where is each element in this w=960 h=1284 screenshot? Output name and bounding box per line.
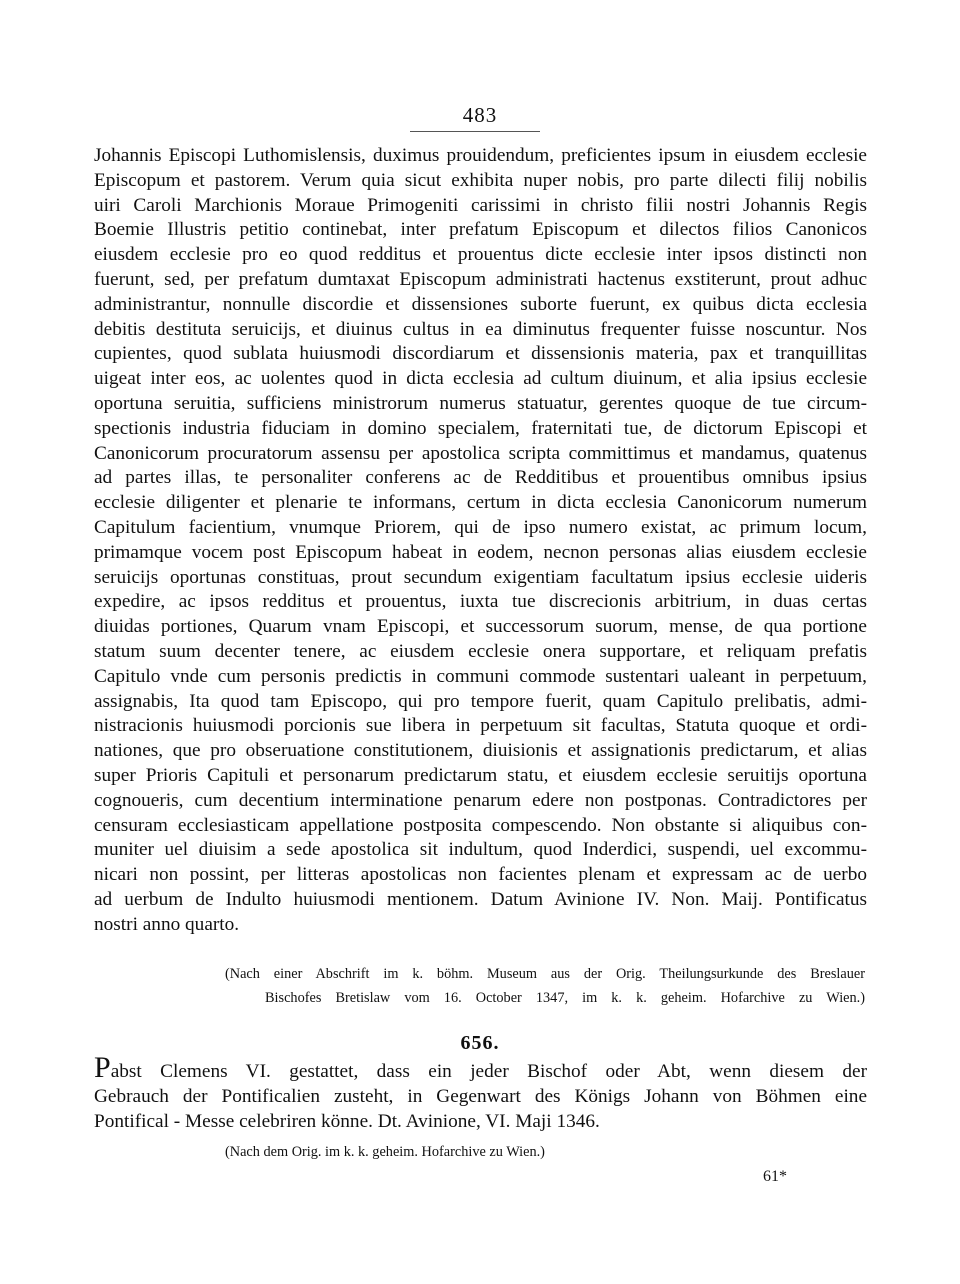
document-body <box>94 144 867 938</box>
body-line: eiusdem ecclesie pro eo quod redditus et prouentus dicte ecclesie inter ipsos distincti non <box>94 244 867 266</box>
source-note-line: Bischofes Bretislaw vom 16. October 1347, im k. k. geheim. Hofarchive zu Wien.) <box>265 990 865 1006</box>
body-line: cupientes, quod sublata huiusmodi discordiarum et dissensionis materia, pax et tranquillitas <box>94 343 867 365</box>
body-line: cognoueris, cum decentium interminatione penarum edere non postponas. Contradictores per <box>94 789 867 811</box>
body-line: ad uerbum de Indulto huiusmodi mentionem. Datum Avinione IV. Non. Maij. Pontificatus <box>94 888 867 910</box>
body-line: nistracionis huiusmodi porcionis sue libera in perpetuum sit facultas, Statuta quoque et ordi- <box>94 715 867 737</box>
regest-initial: P <box>94 1051 111 1084</box>
body-line: nostri anno quarto. <box>94 913 240 935</box>
source-note-line: (Nach einer Abschrift im k. böhm. Museum aus der Orig. Theilungsurkunde des Breslauer <box>225 966 865 982</box>
body-line: fuerunt, sed, per prefatum dumtaxat Episcopum administrati hactenus exstiterunt, prout adhuc <box>94 268 867 290</box>
body-line: Episcopum et pastorem. Verum quia sicut exhibita nuper nobis, pro parte dilecti filij nobilis <box>94 169 867 191</box>
regest-line <box>94 1051 867 1085</box>
body-line: diuidas portiones, Quarum vnam Episcopi, et successorum suorum, mense, de qua portione <box>94 616 867 638</box>
regest-source-note: (Nach dem Orig. im k. k. geheim. Hofarchive zu Wien.) <box>225 1144 545 1160</box>
regest <box>94 1051 867 1134</box>
body-line: super Prioris Capituli et personarum predictarum statu, et eiusdem ecclesie seruitijs oportuna <box>94 764 867 786</box>
body-line: Johannis Episcopi Luthomislensis, duximus prouidendum, preficientes ipsum in eiusdem ecclesie <box>94 145 867 166</box>
body-line: ad partes illas, te personaliter conferens ac de Redditibus et prouentibus omnibus ipsius <box>94 467 867 489</box>
body-line: spectionis industria fiduciam in domino specialem, fraternitati tue, de dictorum Episcopi et <box>94 417 867 439</box>
body-line: Capitulo vnde cum personis predictis in communi commode sustentari ualeant in perpetuum, <box>94 665 867 687</box>
regest-line-text: abst Clemens VI. gestattet, dass ein jeder Bischof oder Abt, wenn diesem der <box>110 1061 867 1082</box>
body-line: nationes, que pro obseruatione constitutionem, diuisionis et assignationis predictarum, et alias <box>94 740 867 762</box>
regest-line: Gebrauch der Pontificalien zusteht, in Gegenwart des Königs Johann von Böhmen eine <box>94 1085 867 1107</box>
page-number-rule <box>410 131 540 132</box>
body-line: censuram ecclesiasticam appellatione postposita compescendo. Non obstante si aliquibus con- <box>94 814 867 836</box>
document-number: 656. <box>460 1032 500 1054</box>
regest-line: Pontifical - Messe celebriren könne. Dt. Avinione, VI. Maji 1346. <box>94 1110 600 1132</box>
signature-mark: 61* <box>763 1168 787 1185</box>
body-line: Boemie Illustris petitio continebat, inter prefatum Episcopum et dilectos filios Canonicos <box>94 219 867 241</box>
body-line: uigeat inter eos, ac uolentes quod in dicta ecclesia ad cultum diuinum, et alia ipsius ecclesie <box>94 368 867 390</box>
body-line: oportuna seruitia, sufficiens ministrorum numerus statuatur, gerentes quoque de tue circum- <box>94 392 867 414</box>
page-number: 483 <box>462 103 498 127</box>
body-line: ecclesie diligenter et plenarie te informans, certum in dicta ecclesia Canonicorum numerum <box>94 492 867 514</box>
body-line: Capitulum facientium, vnumque Priorem, qui de ipso numero existat, ac primum locum, <box>94 516 867 538</box>
body-line: seruicijs oportunas constituas, prout secundum exigentiam facultatum ipsius ecclesie uideris <box>94 566 867 588</box>
body-line: debitis destituta seruicijs, et diuinus cultus in ea diminutus frequenter fuisse noscuntur. Nos <box>94 318 867 340</box>
source-note <box>225 962 865 1010</box>
body-line: assignabis, Ita quod tam Episcopo, qui pro tempore fuerit, quam Capitulo prelibatis, admi- <box>94 690 867 712</box>
body-line: statum suum decenter tenere, ac eiusdem ecclesie onera supportare, et reliquam prefatis <box>94 640 867 662</box>
body-line: nicari non possint, per litteras apostolicas non facientes plenam et expressam ac de uerbo <box>94 864 867 886</box>
body-line: Canonicorum procuratorum assensu per apostolica scripta committimus et mandamus, quatenus <box>94 442 867 464</box>
body-line: muniter uel diuisim a sede apostolica sit indultum, quod Inderdici, suspendi, uel excommu- <box>94 839 867 861</box>
body-line: uiri Caroli Marchionis Moraue Primogeniti carissimi in christo filii nostri Johannis Regis <box>94 194 867 216</box>
body-line: expedire, ac ipsos redditus et prouentus, iuxta tue discrecionis arbitrium, in duas certas <box>94 591 867 613</box>
body-line: primamque vocem post Episcopum habeat in eodem, necnon personas alias eiusdem ecclesie <box>94 541 867 563</box>
body-line: administrantur, nonnulle discordie et dissensiones suborte fuerunt, ex quibus dicta ecclesia <box>94 293 867 315</box>
